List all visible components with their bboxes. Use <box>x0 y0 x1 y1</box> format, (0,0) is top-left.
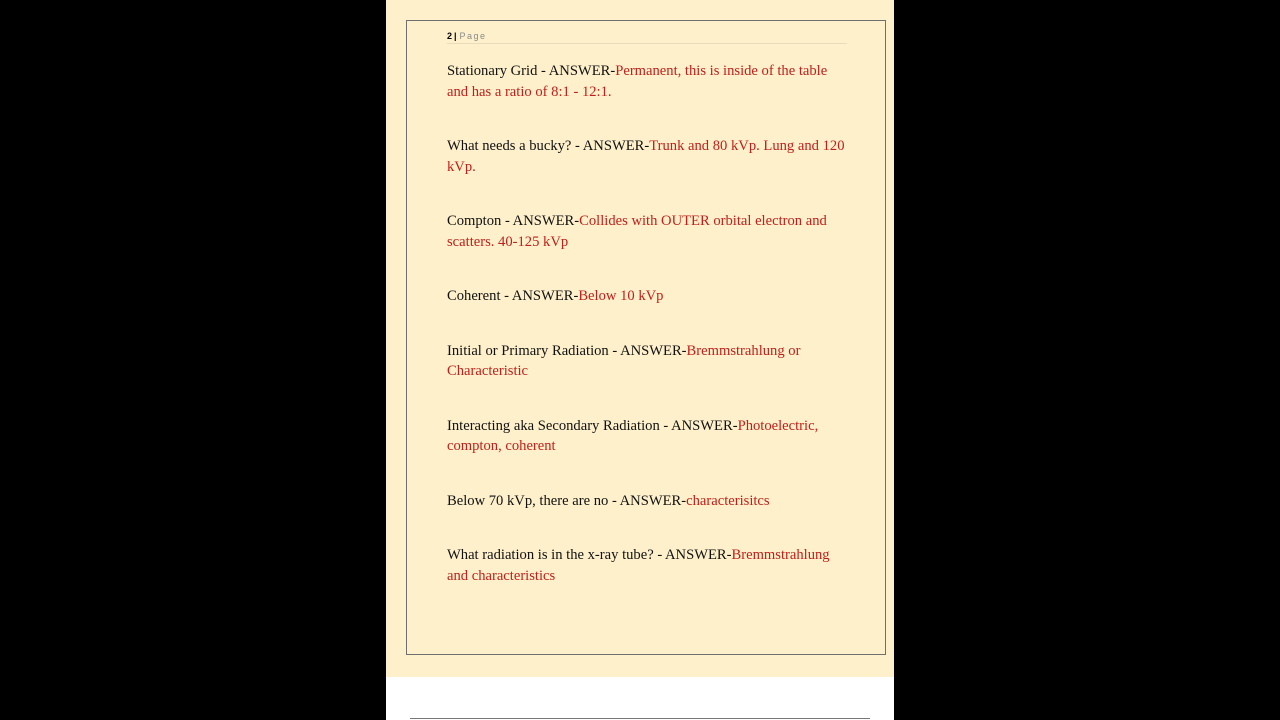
qa-item <box>447 545 847 586</box>
qa-item <box>447 136 847 177</box>
question-text: Interacting aka Secondary Radiation - ANSWER- <box>447 417 738 434</box>
qa-item <box>447 61 847 102</box>
next-page-header-rule <box>410 718 870 719</box>
page-number: 2 <box>447 31 453 41</box>
question-text: Below 70 kVp, there are no - ANSWER- <box>447 492 687 509</box>
document-page <box>386 0 894 677</box>
answer-text: Permanent, this is inside of the table and has a ratio of 8:1 - 12:1. <box>447 63 828 100</box>
question-text: Stationary Grid - ANSWER- <box>447 63 616 79</box>
page-label: Page <box>459 31 487 41</box>
page-border <box>406 20 886 655</box>
qa-list <box>447 61 847 620</box>
question-text: What needs a bucky? - ANSWER- <box>447 138 650 154</box>
answer-text: Below 10 kVp <box>578 288 664 304</box>
page-header <box>447 31 847 44</box>
answer-text: Trunk and 80 kVp. Lung and 120 kVp. <box>447 138 845 175</box>
question-text: Initial or Primary Radiation - ANSWER- <box>447 342 687 359</box>
qa-item <box>447 211 847 252</box>
qa-item <box>447 491 847 512</box>
next-page-preview <box>386 677 894 720</box>
qa-item <box>447 416 847 457</box>
answer-text: Collides with OUTER orbital electron and scatters. 40-125 kVp <box>447 213 827 250</box>
question-text: What radiation is in the x-ray tube? - ANSWER- <box>447 547 732 563</box>
answer-text: characterisitcs <box>686 492 770 509</box>
answer-text: Bremmstrahlung or Characteristic <box>447 342 801 379</box>
qa-item <box>447 286 847 307</box>
answer-text: Bremmstrahlung and characteristics <box>447 547 830 584</box>
answer-text: Photoelectric, compton, coherent <box>447 417 819 454</box>
question-text: Compton - ANSWER- <box>447 213 580 229</box>
question-text: Coherent - ANSWER- <box>447 288 579 304</box>
page-separator: | <box>454 31 457 41</box>
qa-item <box>447 341 847 382</box>
